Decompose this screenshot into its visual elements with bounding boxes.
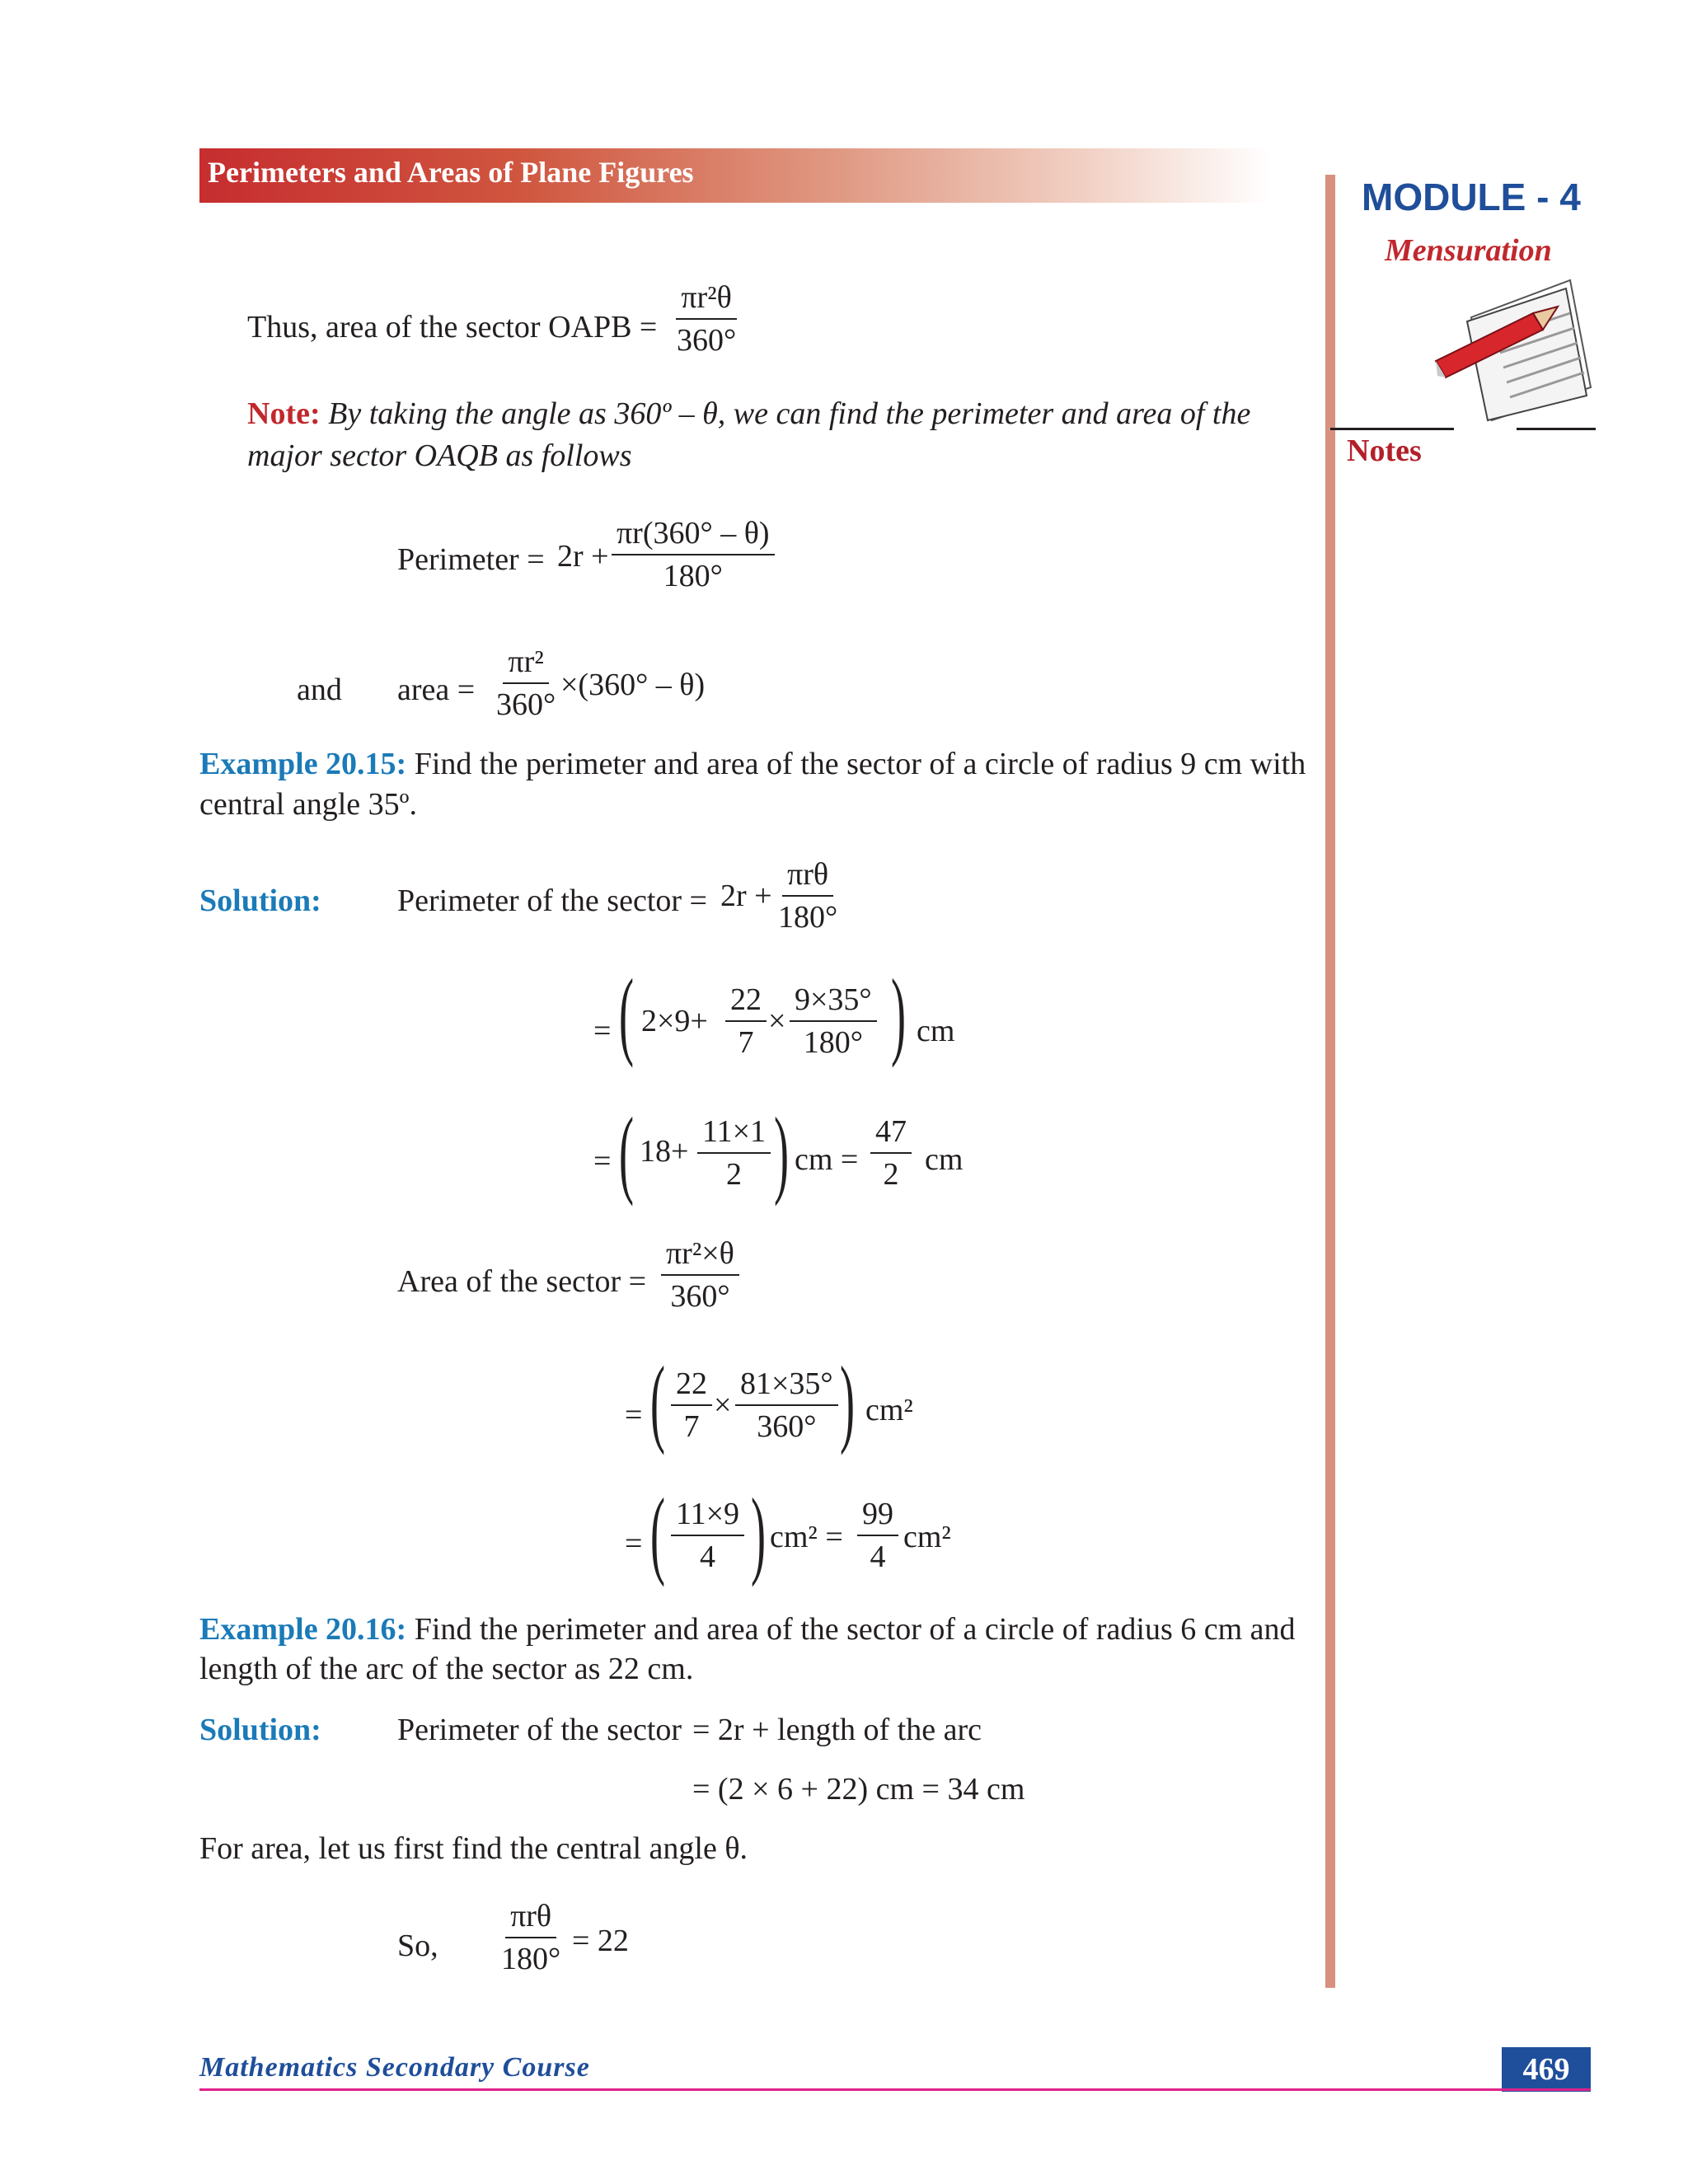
step2-fraction: [697, 1116, 771, 1190]
example-text: Find the perimeter and area of the sector of a circle of radius 9 cm with: [414, 747, 1306, 781]
fraction-numerator: 22: [671, 1368, 712, 1406]
equals-sign: =: [625, 1398, 643, 1432]
ex1-perimeter-fraction: [773, 859, 842, 933]
solution-label: Solution:: [199, 1713, 321, 1747]
fraction-numerator: 11×1: [697, 1116, 771, 1154]
note-line-2: major sector OAQB as follows: [247, 438, 632, 473]
so-fraction: [496, 1900, 565, 1975]
example-20-15-line-2: central angle 35º.: [199, 787, 417, 822]
notes-label: Notes: [1347, 434, 1422, 468]
fraction-denominator: 7: [738, 1025, 754, 1060]
right-paren: ): [890, 958, 906, 1068]
step2-term: 18+: [640, 1134, 689, 1169]
step2-mid: cm =: [795, 1142, 859, 1177]
page-number: 469: [1502, 2047, 1591, 2092]
and-word: and: [297, 673, 342, 707]
fraction-denominator: 4: [870, 1540, 886, 1574]
area-label: area =: [397, 673, 476, 707]
fraction-denominator: 180°: [501, 1942, 561, 1976]
right-paren: ): [750, 1478, 766, 1587]
margin-rule: [1325, 175, 1335, 1988]
chapter-title: Perimeters and Areas of Plane Figures: [208, 156, 694, 189]
perimeter-label: Perimeter =: [397, 542, 545, 577]
so-word: So,: [397, 1929, 438, 1963]
perimeter-fraction: [612, 518, 775, 592]
fraction-denominator: 4: [700, 1540, 716, 1574]
fraction-numerator: πrθ: [782, 859, 833, 897]
fraction-numerator: 9×35°: [790, 984, 877, 1022]
step4-fraction: [671, 1498, 744, 1572]
fraction-denominator: 360°: [670, 1279, 730, 1314]
equals-sign: =: [593, 1014, 612, 1048]
fraction-numerator: πr²θ: [676, 282, 736, 320]
sector-area-label: Thus, area of the sector OAPB =: [247, 310, 658, 344]
ex1-area-label: Area of the sector =: [397, 1264, 647, 1299]
step4-mid: cm² =: [770, 1520, 843, 1554]
example-20-15-line-1: [199, 748, 1306, 780]
example-text: Find the perimeter and area of the sector of a circle of radius 6 cm and: [414, 1612, 1296, 1647]
fraction-numerator: πr²: [503, 646, 548, 684]
example-20-16-line-1: [199, 1614, 1296, 1645]
ex2-perimeter-calc: = (2 × 6 + 22) cm = 34 cm: [692, 1772, 1025, 1807]
ex1-perimeter-pre: 2r +: [720, 879, 772, 913]
course-name: Mathematics Secondary Course: [199, 2052, 590, 2083]
fraction-denominator: 360°: [757, 1409, 817, 1444]
example-label: Example 20.15:: [199, 747, 407, 781]
equals-sign: =: [593, 1144, 612, 1179]
sector-area-fraction: [672, 282, 741, 356]
fraction-denominator: 2: [883, 1157, 899, 1192]
right-paren: ): [839, 1346, 855, 1455]
right-paren: ): [773, 1097, 789, 1207]
fraction-numerator: 81×35°: [735, 1368, 838, 1406]
example-20-16-line-2: length of the arc of the sector as 22 cm.: [199, 1652, 694, 1686]
step1-fraction-a: [725, 984, 767, 1058]
fraction-numerator: 11×9: [671, 1498, 744, 1536]
fraction-numerator: 22: [725, 984, 767, 1022]
fraction-denominator: 2: [726, 1157, 743, 1192]
equals-sign: =: [625, 1526, 643, 1561]
ex1-area-fraction: [661, 1238, 739, 1312]
module-subject: Mensuration: [1385, 233, 1552, 268]
area-fraction: [491, 646, 560, 720]
area-post: ×(360° – θ): [560, 668, 706, 702]
fraction-denominator: 180°: [803, 1025, 863, 1060]
ex2-perimeter-rhs: = 2r + length of the arc: [692, 1713, 982, 1747]
unit-cm2: cm²: [865, 1393, 913, 1427]
unit-cm: cm: [925, 1142, 964, 1177]
fraction-numerator: 99: [857, 1498, 898, 1536]
fraction-numerator: πr(360° – θ): [612, 518, 775, 555]
example-label: Example 20.16:: [199, 1612, 407, 1647]
solution-label: Solution:: [199, 883, 321, 918]
ex2-perimeter-label: Perimeter of the sector: [397, 1713, 682, 1747]
fraction-denominator: 360°: [496, 687, 556, 722]
unit-cm2: cm²: [903, 1520, 951, 1554]
fraction-numerator: πrθ: [505, 1900, 556, 1938]
area-intro: For area, let us first find the central angle θ.: [199, 1831, 748, 1866]
module-title: MODULE - 4: [1362, 176, 1581, 218]
notes-rule-left: [1330, 428, 1454, 430]
left-paren: (: [649, 1478, 665, 1587]
left-paren: (: [618, 1097, 634, 1207]
fraction-numerator: 47: [870, 1116, 912, 1154]
fraction-denominator: 360°: [677, 323, 737, 358]
left-paren: (: [618, 958, 634, 1068]
notes-rule-right: [1517, 428, 1596, 430]
fraction-denominator: 180°: [778, 900, 838, 935]
unit-cm: cm: [917, 1014, 955, 1048]
step2-result-fraction: [870, 1116, 912, 1190]
fraction-numerator: πr²×θ: [661, 1238, 739, 1276]
footer-rule: [199, 2088, 1591, 2091]
times-sign: ×: [768, 1004, 786, 1038]
fraction-denominator: 7: [683, 1409, 700, 1444]
note-text-1: By taking the angle as 360º – θ, we can find the perimeter and area of the: [328, 396, 1251, 431]
left-paren: (: [649, 1346, 665, 1455]
times-sign: ×: [714, 1388, 732, 1422]
so-rhs: = 22: [572, 1924, 629, 1958]
step4-result-fraction: [857, 1498, 898, 1572]
notes-pencil-icon: [1434, 272, 1599, 424]
note-label: Note:: [247, 396, 321, 431]
step3-fraction-a: [671, 1368, 712, 1442]
step3-fraction-b: [735, 1368, 838, 1442]
step1-term: 2×9+: [641, 1004, 708, 1038]
perimeter-pre: 2r +: [557, 539, 609, 574]
ex1-perimeter-label: Perimeter of the sector =: [397, 883, 707, 918]
step1-fraction-b: [790, 984, 877, 1058]
fraction-denominator: 180°: [663, 559, 723, 593]
note-line-1: [247, 398, 1250, 429]
